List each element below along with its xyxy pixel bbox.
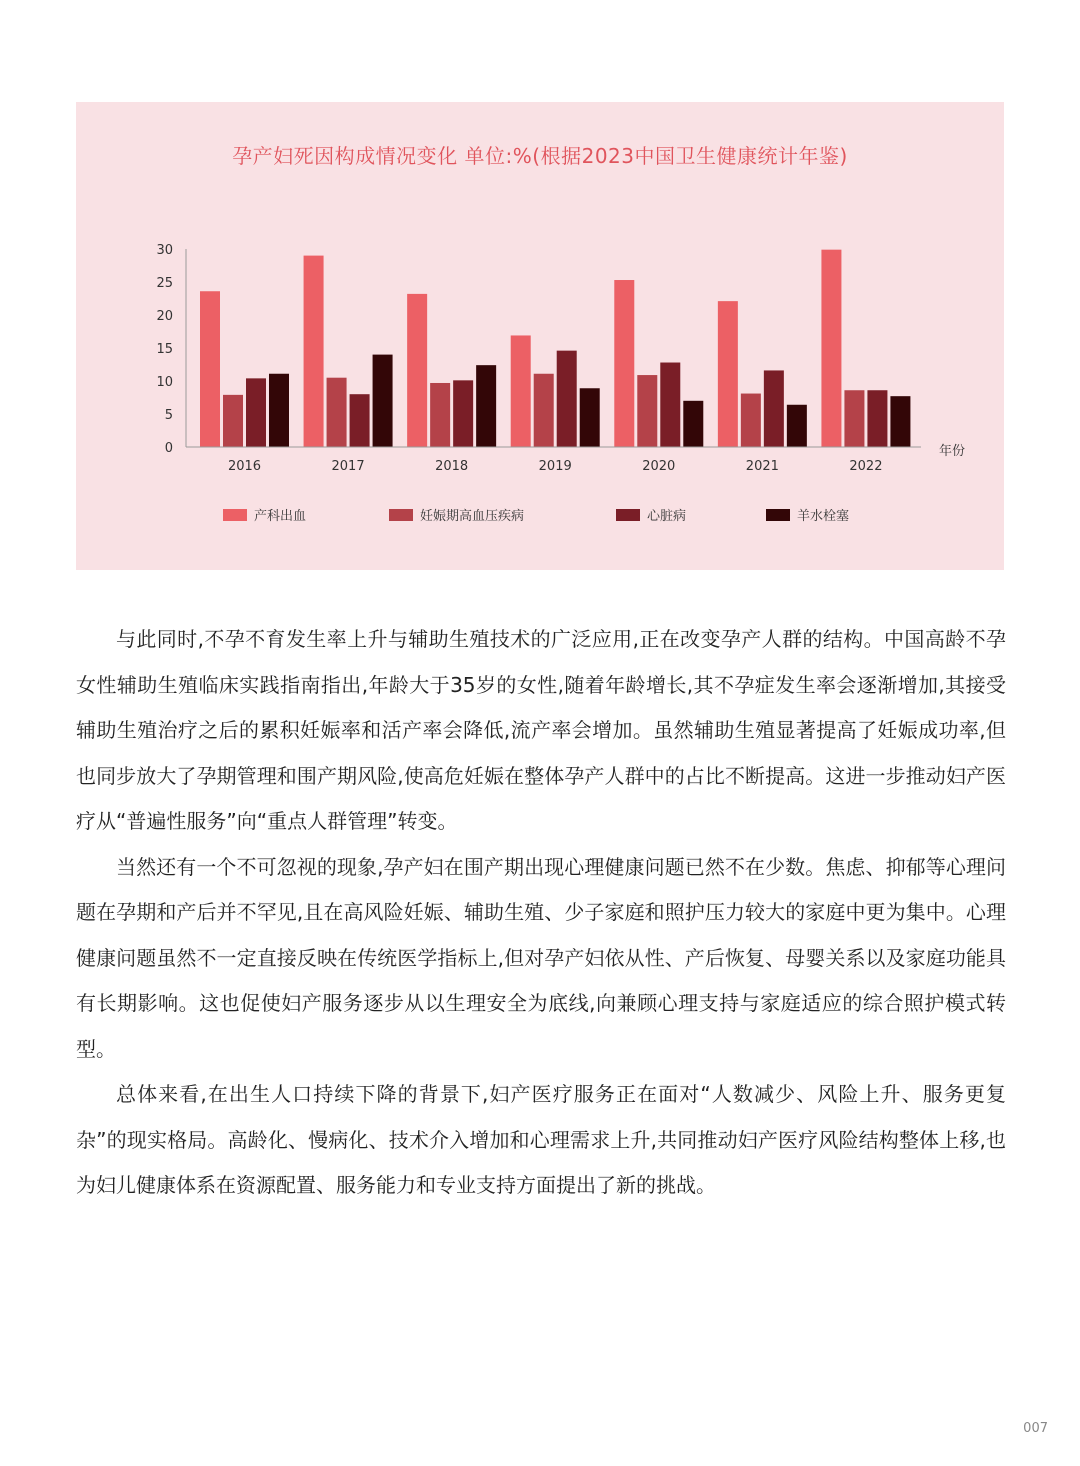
bar-2021-2 (764, 370, 784, 447)
bar-2018-2 (453, 380, 473, 447)
legend-swatch (766, 509, 790, 521)
bar-2022-3 (890, 396, 910, 447)
bar-2020-1 (637, 375, 657, 447)
bars-group (200, 250, 910, 447)
bar-2017-2 (350, 394, 370, 447)
bar-2021-1 (741, 394, 761, 447)
y-tick-label: 30 (156, 243, 173, 258)
bar-2020-3 (683, 401, 703, 447)
legend (223, 508, 849, 524)
bar-2019-3 (580, 388, 600, 447)
legend-swatch (616, 509, 640, 521)
bar-2017-3 (373, 355, 393, 447)
x-tick-label: 2019 (538, 459, 572, 474)
bar-2020-2 (660, 363, 680, 447)
legend-item (389, 508, 524, 524)
legend-label: 羊水栓塞 (797, 509, 850, 524)
legend-item (616, 508, 686, 524)
x-axis (186, 443, 965, 474)
legend-label: 产科出血 (254, 509, 307, 524)
y-tick-label: 15 (156, 342, 173, 357)
bar-2019-2 (557, 351, 577, 447)
bar-chart (76, 102, 1004, 570)
legend-item (766, 508, 849, 524)
bar-2021-0 (718, 301, 738, 447)
legend-swatch (389, 509, 413, 521)
legend-swatch (223, 509, 247, 521)
bar-2016-1 (223, 395, 243, 447)
paragraph: 总体来看,在出生人口持续下降的背景下,妇产医疗服务正在面对“人数减少、风险上升、服务更复杂”的现实格局。高龄化、慢病化、技术介入增加和心理需求上升,共同推动妇产医疗风险结构整体上移,也为妇儿健康体系在资源配置、服务能力和专业支持方面提出了新的挑战。 (76, 1082, 1006, 1197)
bar-2017-1 (327, 378, 347, 447)
bar-2020-0 (614, 280, 634, 447)
x-tick-label: 2022 (849, 459, 883, 474)
bar-2022-0 (821, 250, 841, 447)
x-tick-label: 2020 (642, 459, 676, 474)
paragraph: 与此同时,不孕不育发生率上升与辅助生殖技术的广泛应用,正在改变孕产人群的结构。中国高龄不孕女性辅助生殖临床实践指南指出,年龄大于35岁的女性,随着年龄增长,其不孕症发生率会逐渐增加,其接受辅助生殖治疗之后的累积妊娠率和活产率会降低,流产率会增加。虽然辅助生殖显著提高了妊娠成功率,但也同步放大了孕期管理和围产期风险,使高危妊娠在整体孕产人群中的占比不断提高。这进一步推动妇产医疗从“普遍性服务”向“重点人群管理”转变。 (76, 627, 1006, 833)
chart-panel (76, 102, 1004, 570)
x-tick-label: 2016 (227, 459, 262, 474)
x-tick-label: 2018 (435, 459, 469, 474)
bar-2018-3 (476, 365, 496, 447)
paragraph: 当然还有一个不可忽视的现象,孕产妇在围产期出现心理健康问题已然不在少数。焦虑、抑郁等心理问题在孕期和产后并不罕见,且在高风险妊娠、辅助生殖、少子家庭和照护压力较大的家庭中更为集中。心理健康问题虽然不一定直接反映在传统医学指标上,但对孕产妇依从性、产后恢复、母婴关系以及家庭功能具有长期影响。这也促使妇产服务逐步从以生理安全为底线,向兼顾心理支持与家庭适应的综合照护模式转型。 (76, 854, 1006, 1061)
bar-2022-1 (844, 390, 864, 447)
y-tick-label: 10 (156, 375, 173, 390)
legend-label: 心脏病 (647, 509, 687, 524)
y-tick-label: 5 (164, 408, 173, 423)
y-tick-label: 20 (156, 309, 173, 324)
bar-2019-1 (534, 374, 554, 447)
y-tick-label: 0 (164, 441, 173, 456)
bar-2018-1 (430, 383, 450, 447)
bar-2019-0 (511, 335, 531, 447)
y-axis (156, 243, 186, 456)
bar-2022-2 (867, 390, 887, 447)
chart-title: 孕产妇死因构成情况变化 单位:%(根据2023中国卫生健康统计年鉴) (232, 144, 848, 168)
bar-2018-0 (407, 294, 427, 447)
y-tick-label: 25 (156, 276, 173, 291)
page-number: 007 (1023, 1421, 1048, 1436)
body-text (76, 617, 1006, 1209)
bar-2021-3 (787, 405, 807, 447)
x-tick-label: 2017 (331, 459, 365, 474)
bar-2017-0 (304, 256, 324, 447)
bar-2016-0 (200, 291, 220, 447)
legend-item (223, 508, 306, 524)
bar-2016-3 (269, 374, 289, 447)
legend-label: 妊娠期高血压疾病 (420, 509, 525, 524)
x-tick-label: 2021 (745, 459, 779, 474)
bar-2016-2 (246, 378, 266, 447)
x-axis-label: 年份 (939, 444, 966, 459)
